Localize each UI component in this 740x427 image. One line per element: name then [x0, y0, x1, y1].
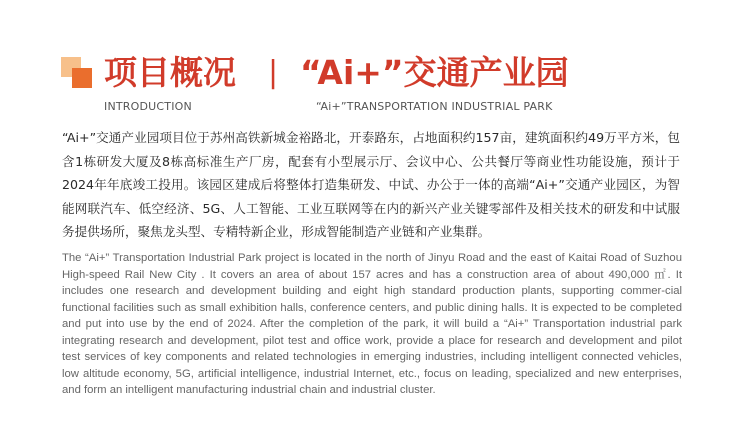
english-paragraph: The “Ai+” Transportation Industrial Park project is located in the north of Jinyu Road and the east of Kaitai Road of Suzhou High-speed Rail New City . It covers an area of about 157 acres and has a construction area of about 490,000 ㎡. It includes one research and development building and eight high standard production plants, supporting commer-cial functional facilities such as small exhibition halls, conference centers, and public dining halls. It is expected to be completed and put into use by the end of 2024. After the completion of the park, it will build a “Ai+” Transportation industrial park integrating research and development, pilot test and office work, provide a place for research and development and pilot test services of key components and related technologies in emerging industries, including intelligent connected vehicles, low altitude economy, 5G, artificial intelligence, industrial Internet, etc., focus on leading, specialized and new enterprises, and form an intelligent manufacturing industrial chain and industrial cluster.: [62, 252, 682, 396]
title-park-name: “Ai+”交通产业园: [300, 53, 569, 92]
chinese-paragraph: “Ai+”交通产业园项目位于苏州高铁新城金裕路北，开泰路东，占地面积约157亩，建筑面积约49万平方米，包含1栋研发大厦及8栋高标准生产厂房，配套有小型展示厅、会议中心、公共餐厅等商业性功能设施，预计于2024年年底竣工投用。该园区建成后将整体打造集研发、中试、办公于一体的高端“Ai+”交通产业园区，为智能网联汽车、低空经济、5G、人工智能、工业互联网等在内的新兴产业关键零部件及相关技术的研发和中试服务提供场所，聚焦龙头型、专精特新企业，形成智能制造产业链和产业集群。: [62, 130, 680, 239]
title-section: 项目概况: [104, 53, 236, 92]
subtitle-introduction: INTRODUCTION: [104, 100, 192, 113]
subtitle-park-name: “Ai+”TRANSPORTATION INDUSTRIAL PARK: [316, 100, 553, 113]
logo-mark-icon: [61, 57, 93, 89]
title-separator: |: [268, 55, 279, 90]
logo-square-dark: [72, 68, 92, 88]
